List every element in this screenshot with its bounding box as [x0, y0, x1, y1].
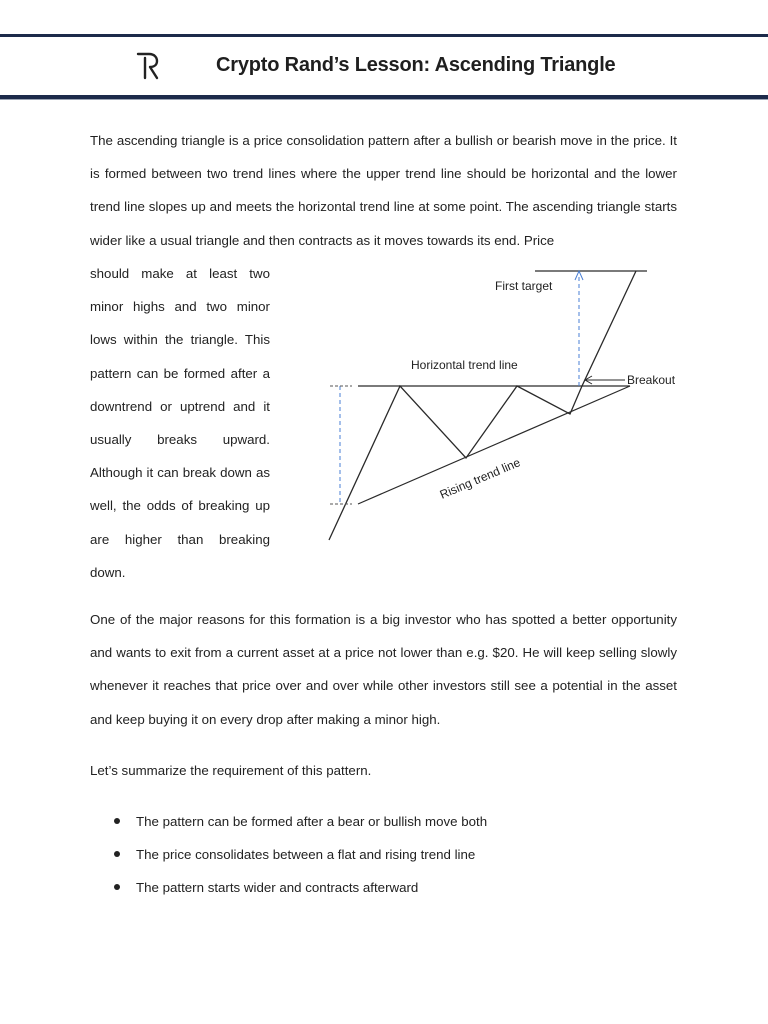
intro-paragraph: The ascending triangle is a price consolidation pattern after a bullish or bearish move in the price. It is formed between two trend lines where the upper trend line should be horizontal and the lower trend line slopes up and meets the horizontal trend line at some point. The ascending triangle starts wider like a usual triangle and then contracts as it moves towards its end. Price [90, 133, 677, 248]
horizontal-trend-line-label: Horizontal trend line [411, 358, 518, 372]
header-bottom-shadow [0, 99, 768, 100]
header-top-rule [0, 34, 768, 37]
bullet-icon [114, 818, 120, 824]
investor-paragraph: One of the major reasons for this formation is a big investor who has spotted a better opportunity and wants to exit from a current asset at a price not lower than e.g. $20. He will keep selling slowly whenever it reaches that price over and over while other investors still see a potential in the asset and keep buying it on every drop after making a minor high. [90, 612, 677, 727]
summary-intro: Let’s summarize the requirement of this pattern. [90, 763, 372, 778]
r-letter-logo [135, 52, 161, 80]
first-target-label: First target [495, 279, 553, 293]
wrapped-paragraph: should make at least two minor highs and two minor lows within the triangle. This pattern can be formed after a downtrend or uptrend and it usually breaks upward. Although it can break down as well, the odds of breaking up are higher than breaking down. [90, 266, 270, 580]
price-path [329, 271, 636, 540]
bullet-icon [114, 884, 120, 890]
rising-trend-line [358, 386, 630, 504]
bullet-icon [114, 851, 120, 857]
breakout-label: Breakout [627, 373, 676, 387]
ascending-triangle-diagram [320, 258, 690, 550]
list-item [112, 805, 487, 838]
list-item [112, 871, 487, 904]
requirements-list [112, 805, 487, 904]
rising-trend-line-label: Rising trend line [437, 455, 523, 502]
list-item-text: The pattern can be formed after a bear or bullish move both [136, 814, 488, 829]
list-item-text: The pattern starts wider and contracts afterward [136, 880, 419, 895]
list-item [112, 838, 487, 871]
list-item-text: The price consolidates between a flat and rising trend line [136, 847, 476, 862]
page-title: Crypto Rand’s Lesson: Ascending Triangle [216, 54, 616, 76]
page-header [0, 34, 768, 100]
